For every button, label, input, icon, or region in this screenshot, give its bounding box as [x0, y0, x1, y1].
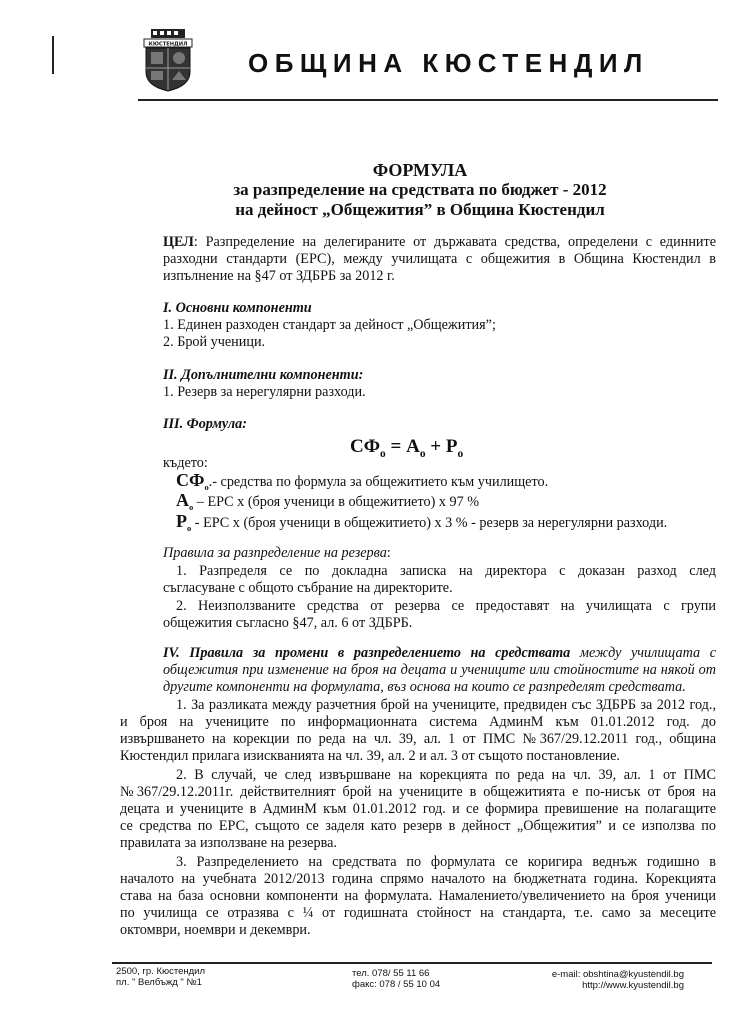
rule-4-2-line-4: се средства по ЕРС, същото се заделя като резерв в дейност „Общежития” и се използва по — [120, 818, 716, 834]
goal-line-1: ЦЕЛ: Разпределение на делегираните от държавата средства, определени с единните — [163, 234, 716, 250]
organization-name: ОБЩИНА КЮСТЕНДИЛ — [248, 48, 649, 78]
goal-label: ЦЕЛ — [163, 234, 194, 250]
rule-4-3-line-2: началото на учебната 2012/2013 година спрямо началото на бюджетната година. Корекцията — [120, 871, 716, 887]
section-2-item-1: 1. Резерв за нерегулярни разходи. — [163, 384, 366, 400]
rule-4-1-line-2: и броя на учениците по информационната система АдминМ към 01.01.2012 год. до — [120, 714, 716, 730]
goal-line-3: изпълнение на §47 от ЗДБРБ за 2012 г. — [163, 268, 395, 284]
rule-4-2-line-3: децата и учениците в АдминМ към 01.01.2012 год. и се формира превишение на полагащите — [120, 801, 716, 817]
footer-email: e-mail: obshtina@kyustendil.bg — [551, 969, 684, 980]
rule-4-2-line-1: 2. В случай, че след извършване на корекцията по реда на чл. 39, ал. 1 от ПМС — [176, 767, 716, 783]
section-4-heading-line-2: общежития при изменение на броя на децата и учениците или стойностите на някой от — [163, 662, 716, 678]
rule-4-1-line-4: Кюстендил прилага изискванията на чл. 39, ал. 2 и ал. 3 от същото постановление. — [120, 748, 620, 764]
section-1-heading: I. Основни компоненти — [163, 300, 312, 316]
reserve-rule-1-line-1: 1. Разпределя се по докладна записка на директора с доказан разход след — [176, 563, 716, 579]
svg-text:КЮСТЕНДИЛ: КЮСТЕНДИЛ — [148, 41, 188, 48]
reserve-heading: Правила за разпределение на резерва: — [163, 545, 391, 561]
footer-address-line-1: 2500, гр. Кюстендил — [116, 966, 206, 977]
reserve-rule-1-line-2: съгласуване с общото събрание на директорите. — [163, 580, 453, 596]
rule-4-1-line-3: извършването на корекции по реда на чл. 39, ал. 1 от ПМС №367/29.12.2011 год., община — [120, 731, 716, 747]
municipality-crest — [141, 28, 195, 92]
section-3-heading: III. Формула: — [163, 416, 247, 432]
section-1-item-1: 1. Единен разходен стандарт за дейност „Общежития”; — [163, 317, 496, 333]
footer-address — [116, 966, 205, 988]
footer-fax: факс: 078 / 55 10 04 — [352, 979, 441, 990]
goal-paragraph — [163, 234, 716, 251]
title-line-3: на дейност „Общежития” в Община Кюстендил — [235, 200, 605, 219]
rule-4-3-line-1: 3. Разпределението на средствата по формулата се коригира веднъж годишно в — [176, 854, 716, 870]
footer-website: http://www.kyustendil.bg — [582, 980, 684, 991]
reserve-rule-2-line-2: общежития съгласно §47, ал. 6 от ЗДБРБ. — [163, 615, 413, 631]
rule-4-3-line-5: октомври, ноември и декември. — [120, 922, 311, 938]
footer-phone: тел. 078/ 55 11 66 — [352, 968, 430, 979]
footer-online — [540, 969, 684, 991]
definition-a: $А_о$ – ЕРС х (броя ученици в общежитието) х 97 % — [176, 490, 480, 512]
rule-4-2-line-5: правилата за използване на резерва. — [120, 835, 337, 851]
footer-address-line-2: пл. " Велбъжд " №1 — [116, 977, 202, 988]
goal-line-2: разходни стандарти (ЕРС), между училищата с общежития в Община Кюстендил в — [163, 251, 716, 267]
document-title — [140, 160, 700, 220]
rule-4-3-line-4: по училища се отразява с ¼ от годишната стойност на стандарта, т.е. само за месеците — [120, 905, 716, 921]
section-2-heading: II. Допълнителни компоненти: — [163, 367, 364, 383]
reserve-rule-2-line-1: 2. Неизползваните средства от резерва се предоставят на училищата с групи — [176, 598, 716, 614]
main-formula: $СФ_о = А_о + Р_о$ — [350, 436, 464, 460]
definition-p: $Р_о$ - ЕРС х (броя ученици в общежитието) х 3 % - резерв за нерегулярни разходи. — [176, 511, 668, 533]
section-4-heading-line-1: IV. Правила за промени в разпределението на средствата между училищата с — [163, 645, 717, 661]
rule-4-1-line-1: 1. За разликата между разчетния брой на учениците, предвиден със ЗДБРБ за 2012 год., — [176, 697, 716, 713]
footer-divider — [112, 962, 712, 964]
header-divider — [138, 99, 718, 101]
section-4-heading-line-3: другите компоненти на формулата, въз основа на които се разпределят средствата. — [163, 679, 686, 695]
where-label: където: — [163, 455, 208, 471]
crest-icon — [141, 28, 195, 92]
rule-4-2-line-2: №367/29.12.2011г. действителният брой на учениците в общежитията е по-нисък от броя на — [120, 784, 716, 800]
title-line-2: за разпределение на средствата по бюджет - 2012 — [233, 180, 607, 199]
margin-mark — [52, 36, 54, 74]
title-line-1: ФОРМУЛА — [372, 160, 468, 180]
footer-contacts — [352, 968, 440, 990]
section-1-item-2: 2. Брой ученици. — [163, 334, 266, 350]
rule-4-3-line-3: става на база основни компоненти на формулата. Намалението/увеличението на броя ученици — [120, 888, 716, 904]
definition-sf: $СФ_о.-$ средства по формула за общежитието към училището. — [176, 470, 549, 492]
